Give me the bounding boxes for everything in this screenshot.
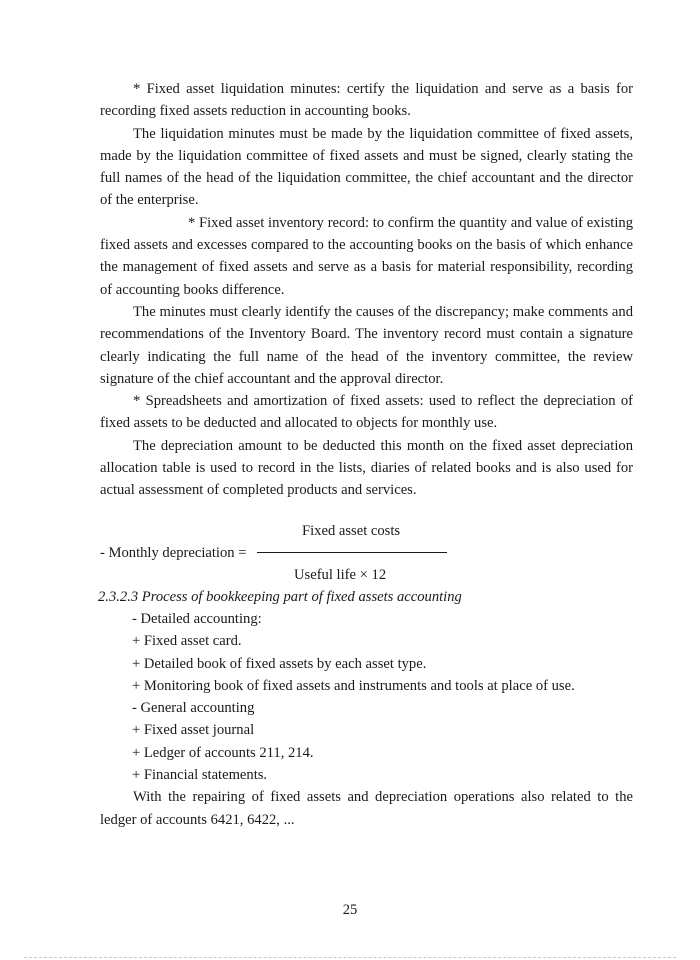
page-bottom-divider xyxy=(24,957,676,958)
formula-denominator: Useful life × 12 xyxy=(294,566,387,583)
page-body xyxy=(100,78,633,831)
paragraph-liquidation-minutes: * Fixed asset liquidation minutes: certify the liquidation and serve as a basis for recording fixed assets reduction in accounting books. xyxy=(100,81,633,120)
paragraph-inventory-minutes: The minutes must clearly identify the causes of the discrepancy; make comments and recommendations of the Inventory Board. The inventory record must contain a signature clearly indicating the full name of the head of the inventory committee, the review signature of the chief accountant and the approval director. xyxy=(100,303,633,387)
list-item: + Monitoring book of fixed assets and instruments and tools at place of use. xyxy=(132,677,575,694)
page-number: 25 xyxy=(342,902,358,918)
paragraph-liquidation-committee: The liquidation minutes must be made by the liquidation committee of fixed assets, made by the liquidation committee of fixed assets and must be signed, clearly stating the full names of the head of the liquidation committee, the chief accountant and the director of the enterprise. xyxy=(100,125,633,209)
list-item: + Financial statements. xyxy=(132,767,268,784)
paragraph-depreciation-spreadsheets: * Spreadsheets and amortization of fixed assets: used to reflect the depreciation of fixed assets to be deducted and allocated to objects for monthly use. xyxy=(100,393,633,432)
closing-paragraph: With the repairing of fixed assets and depreciation operations also related to the ledger of accounts 6421, 6422, ... xyxy=(100,789,633,828)
list-item: - General accounting xyxy=(132,700,255,717)
paragraph-inventory-record: * Fixed asset inventory record: to confirm the quantity and value of existing fixed assets and excesses compared to the accounting books on the basis of which enhance the management of fixed assets and serve as a basis for material responsibility, recording of accounting books difference. xyxy=(100,214,633,298)
list-item: + Ledger of accounts 211, 214. xyxy=(132,744,314,761)
list-item: + Detailed book of fixed assets by each asset type. xyxy=(132,655,427,672)
list-item: + Fixed asset journal xyxy=(132,722,255,739)
formula-lhs: - Monthly depreciation = xyxy=(100,544,247,561)
depreciation-formula xyxy=(100,520,633,586)
paragraph-depreciation-amount: The depreciation amount to be deducted this month on the fixed asset depreciation allocation table is used to record in the lists, diaries of related books and is also used for actual assessment of completed products and services. xyxy=(100,437,633,499)
formula-numerator: Fixed asset costs xyxy=(302,522,401,539)
section-heading: 2.3.2.3 Process of bookkeeping part of fixed assets accounting xyxy=(98,588,462,605)
list-item: + Fixed asset card. xyxy=(132,633,242,650)
list-item: - Detailed accounting: xyxy=(132,610,262,627)
fraction-bar xyxy=(257,552,447,553)
